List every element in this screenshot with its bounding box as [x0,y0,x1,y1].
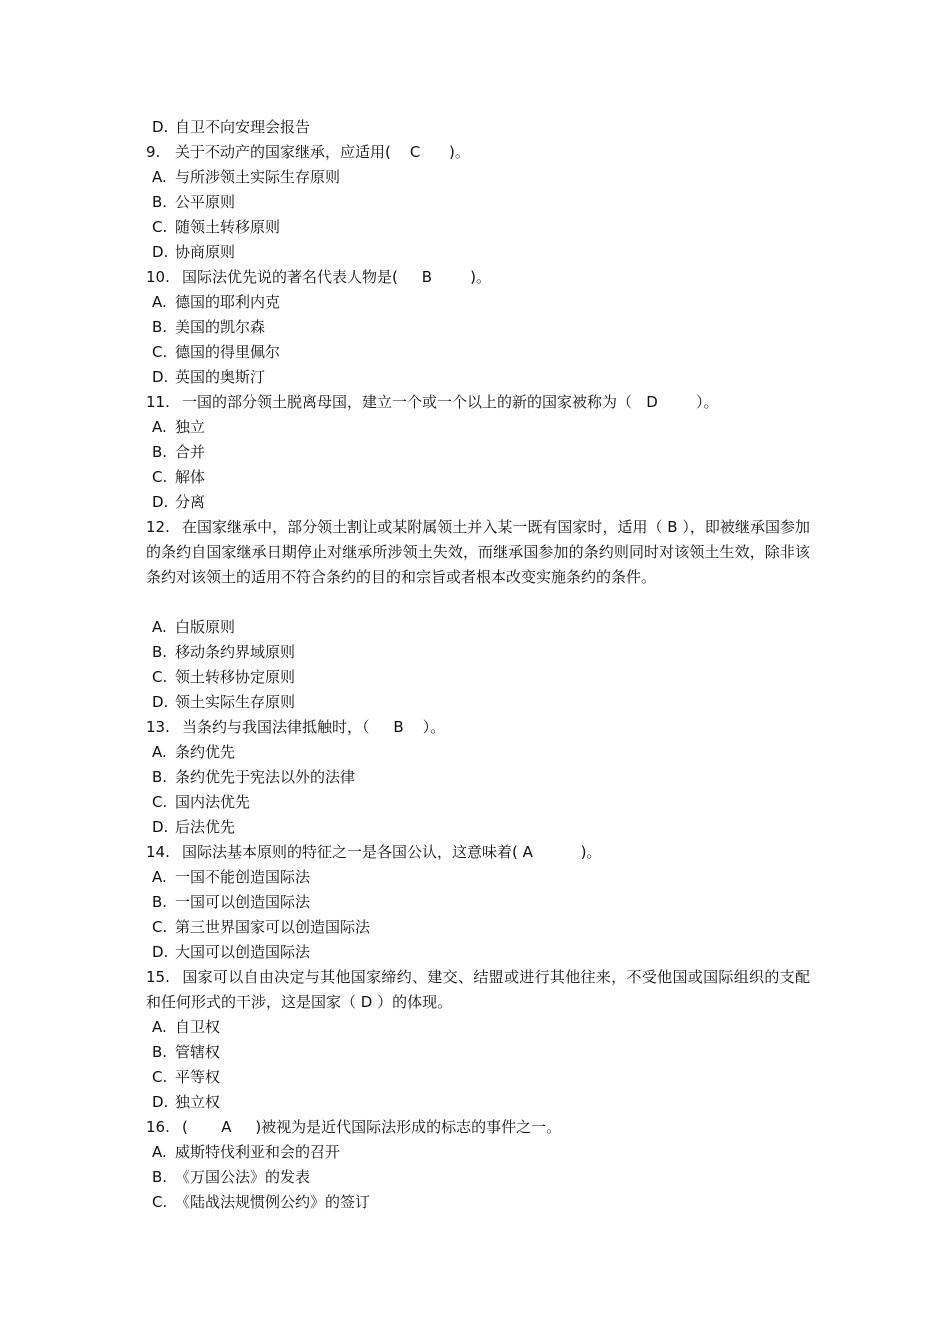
option-text: 《万国公法》的发表 [175,1168,311,1186]
question-line [0,140,950,165]
question-paragraph [146,515,810,590]
option-text: 德国的得里佩尔 [175,343,281,361]
answer-option [0,1140,950,1165]
option-text: 国内法优先 [175,793,251,811]
answer-option [0,190,950,215]
option-letter: A. [152,618,167,636]
option-text: 平等权 [175,1068,221,1086]
option-letter: D. [152,493,169,511]
question-text: 在国家继承中，部分领土割让或某附属领土并入某一既有国家时，适用（ B ），即被继承国参加的条约自国家继承日期停止对继承所涉领土失效，而继承国参加的条约则同时对该领土生效，除非该条约对该领土的适用不符合条约的目的和宗旨或者根本改变实施条约的条件。 [146,518,810,586]
answer-option [0,740,950,765]
option-letter: C. [152,793,168,811]
option-text: 白版原则 [175,618,236,636]
option-letter: D. [152,818,169,836]
answer-option [0,1165,950,1190]
answer-option [0,1040,950,1065]
option-text: 协商原则 [175,243,236,261]
option-text: 独立 [175,418,206,436]
option-letter: D. [152,368,169,386]
answer-option [0,940,950,965]
option-letter: D. [152,943,169,961]
question-number: 9. [146,143,161,161]
option-text: 一国不能创造国际法 [175,868,311,886]
answer-option [0,615,950,640]
answer-option [0,915,950,940]
answer-option [0,1190,950,1215]
option-letter: C. [152,218,168,236]
question-number: 11. [146,393,170,411]
answer-option [0,815,950,840]
option-letter: D. [152,243,169,261]
option-text: 后法优先 [175,818,236,836]
answer-option [0,665,950,690]
answer-option [0,115,950,140]
option-text: 英国的奥斯汀 [175,368,266,386]
option-letter: C. [152,343,168,361]
answer-option [0,290,950,315]
option-letter: A. [152,168,167,186]
option-letter: B. [152,443,168,461]
question-line [0,265,950,290]
answer-option [0,865,950,890]
option-letter: B. [152,768,168,786]
question-text: ( A )被视为是近代国际法形成的标志的事件之一。 [182,1118,562,1136]
option-text: 领土转移协定原则 [175,668,296,686]
option-text: 美国的凯尔森 [175,318,266,336]
answer-option [0,165,950,190]
option-text: 德国的耶利内克 [175,293,281,311]
option-text: 领土实际生存原则 [175,693,296,711]
option-letter: C. [152,1068,168,1086]
answer-option [0,690,950,715]
option-letter: B. [152,193,168,211]
answer-option [0,790,950,815]
option-letter: D. [152,118,169,136]
answer-option [0,465,950,490]
question-text: 国际法优先说的著名代表人物是( B )。 [182,268,491,286]
question-line [0,390,950,415]
answer-option [0,240,950,265]
option-letter: C. [152,468,168,486]
answer-option [0,1090,950,1115]
option-letter: B. [152,1168,168,1186]
option-letter: A. [152,293,167,311]
option-text: 一国可以创造国际法 [175,893,311,911]
question-number: 10. [146,268,170,286]
answer-option [0,890,950,915]
option-letter: A. [152,868,167,886]
option-letter: C. [152,918,168,936]
option-text: 条约优先于宪法以外的法律 [175,768,356,786]
question-number: 12. [146,518,170,536]
option-text: 与所涉领土实际生存原则 [175,168,341,186]
answer-option [0,415,950,440]
answer-option [0,640,950,665]
option-text: 威斯特伐利亚和会的召开 [175,1143,341,1161]
answer-option [0,1065,950,1090]
option-letter: A. [152,743,167,761]
answer-option [0,315,950,340]
option-letter: B. [152,643,168,661]
option-text: 管辖权 [175,1043,221,1061]
option-text: 移动条约界域原则 [175,643,296,661]
question-line [0,1115,950,1140]
option-letter: A. [152,1143,167,1161]
answer-option [0,490,950,515]
option-letter: A. [152,418,167,436]
option-text: 《陆战法规惯例公约》的签订 [175,1193,371,1211]
option-letter: B. [152,893,168,911]
question-text: 当条约与我国法律抵触时，（ B ）。 [182,718,446,736]
option-text: 独立权 [175,1093,221,1111]
option-text: 自卫不向安理会报告 [175,118,311,136]
question-line [0,840,950,865]
option-text: 合并 [175,443,206,461]
question-paragraph [146,965,810,1015]
question-number: 13. [146,718,170,736]
option-text: 自卫权 [175,1018,221,1036]
option-letter: B. [152,318,168,336]
answer-option [0,365,950,390]
question-text: 国家可以自由决定与其他国家缔约、建交、结盟或进行其他往来，不受他国或国际组织的支配和任何形式的干涉，这是国家（ D ）的体现。 [146,968,810,1011]
question-number: 16. [146,1118,170,1136]
option-text: 第三世界国家可以创造国际法 [175,918,371,936]
question-text: 关于不动产的国家继承，应适用( C )。 [175,143,470,161]
answer-option [0,340,950,365]
option-letter: B. [152,1043,168,1061]
option-letter: D. [152,693,169,711]
option-letter: C. [152,1193,168,1211]
option-letter: C. [152,668,168,686]
question-number: 15. [146,968,170,986]
answer-option [0,215,950,240]
option-text: 大国可以创造国际法 [175,943,311,961]
option-text: 条约优先 [175,743,236,761]
option-letter: D. [152,1093,169,1111]
answer-option [0,440,950,465]
question-line [0,715,950,740]
option-text: 公平原则 [175,193,236,211]
option-text: 随领土转移原则 [175,218,281,236]
answer-option [0,1015,950,1040]
option-letter: A. [152,1018,167,1036]
question-number: 14. [146,843,170,861]
question-text: 国际法基本原则的特征之一是各国公认，这意味着( A )。 [182,843,602,861]
answer-option [0,765,950,790]
option-text: 解体 [175,468,206,486]
question-text: 一国的部分领土脱离母国，建立一个或一个以上的新的国家被称为（ D ）。 [182,393,719,411]
option-text: 分离 [175,493,206,511]
